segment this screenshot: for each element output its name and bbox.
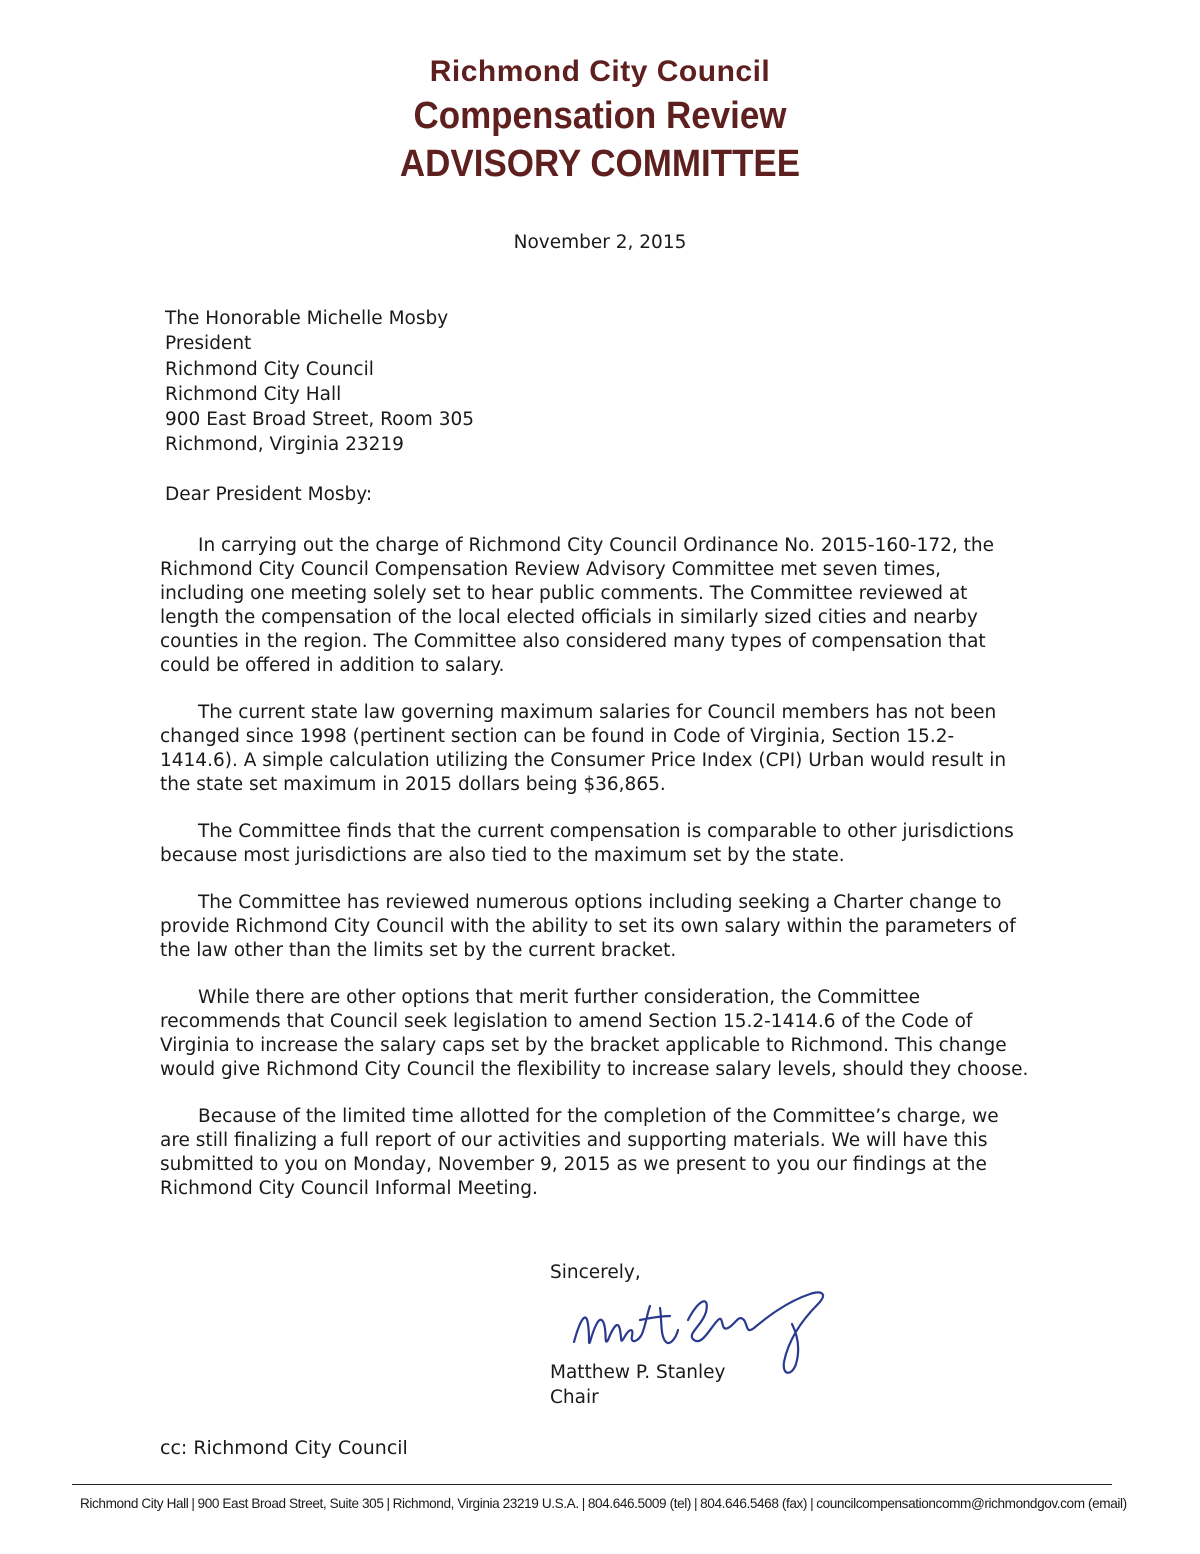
letter-date: November 2, 2015 (513, 232, 687, 253)
footer-building: Richmond City Hall (80, 1496, 189, 1511)
footer-separator: | (581, 1496, 585, 1511)
body-paragraph: While there are other options that merit further consideration, the Committee recommends that Council seek legislation to amend Section 15.2-1414.6 of the Code of Virginia to increase the salary caps set by the bracket applicable to Richmond. This change would give Richmond City Council the flexibility to increase salary levels, should they choose. (160, 987, 1029, 1080)
body-paragraph: The Committee has reviewed numerous options including seeking a Charter change to provide Richmond City Council with the ability to set its own salary within the parameters of the law other than the limits set by the current bracket. (160, 892, 1016, 961)
cc-line: cc: Richmond City Council (160, 1437, 408, 1459)
footer-separator: | (810, 1496, 814, 1511)
letterhead-committee-name: Compensation Review (413, 95, 787, 137)
footer-separator: | (694, 1496, 698, 1511)
signer-name: Matthew P. Stanley (550, 1362, 726, 1383)
recipient-city: Richmond, Virginia 23219 (165, 434, 404, 456)
letterhead-committee-type: ADVISORY COMMITTEE (399, 143, 801, 185)
recipient-building: Richmond City Hall (165, 383, 342, 405)
salutation: Dear President Mosby: (165, 484, 373, 505)
footer-street: 900 East Broad Street, Suite 305 (197, 1496, 384, 1511)
body-paragraph: The Committee finds that the current compensation is comparable to other jurisdictions because most jurisdictions are also tied to the maximum set by the state. (160, 821, 1014, 866)
letterhead (0, 52, 1200, 188)
letter-body (160, 534, 1030, 1224)
footer-divider (72, 1484, 1112, 1485)
footer-city: Richmond, Virginia 23219 U.S.A. (392, 1496, 579, 1511)
letterhead-council-name: Richmond City Council (429, 55, 771, 88)
signer-title: Chair (550, 1387, 599, 1408)
recipient-title: President (165, 333, 252, 355)
recipient-address (165, 306, 474, 458)
recipient-org: Richmond City Council (165, 358, 374, 380)
body-paragraph: Because of the limited time allotted for the completion of the Committee’s charge, we are still finalizing a full report of our activities and supporting materials. We will have this submitted to you on Monday, November 9, 2015 as we present to you our findings at the Richmond City Council Informal Meeting. (160, 1106, 999, 1199)
body-paragraph: In carrying out the charge of Richmond City Council Ordinance No. 2015-160-172, the Richmond City Council Compensation Review Advisory Committee met seven times, including one meeting solely set to hear public comments. The Committee reviewed at length the compensation of the local elected officials in similarly sized cities and nearby counties in the region. The Committee also considered many types of compensation that could be offered in addition to salary. (160, 535, 994, 676)
recipient-name: The Honorable Michelle Mosby (165, 308, 449, 329)
body-paragraph: The current state law governing maximum salaries for Council members has not been changed since 1998 (pertinent section can be found in Code of Virginia, Section 15.2-1414.6). A simple calculation utilizing the Consumer Price Index (CPI) Urban would result in the state set maximum in 2015 dollars being $36,865. (160, 702, 1007, 795)
signer-block (550, 1360, 726, 1410)
recipient-street: 900 East Broad Street, Room 305 (165, 409, 475, 431)
footer-separator: | (191, 1496, 195, 1511)
footer-contact (80, 1496, 1127, 1511)
footer-fax: 804.646.5468 (fax) (700, 1496, 808, 1511)
footer-separator: | (386, 1496, 390, 1511)
closing: Sincerely, (550, 1262, 641, 1283)
footer-tel: 804.646.5009 (tel) (587, 1496, 691, 1511)
footer-email: councilcompensationcomm@richmondgov.com (email) (816, 1496, 1127, 1511)
